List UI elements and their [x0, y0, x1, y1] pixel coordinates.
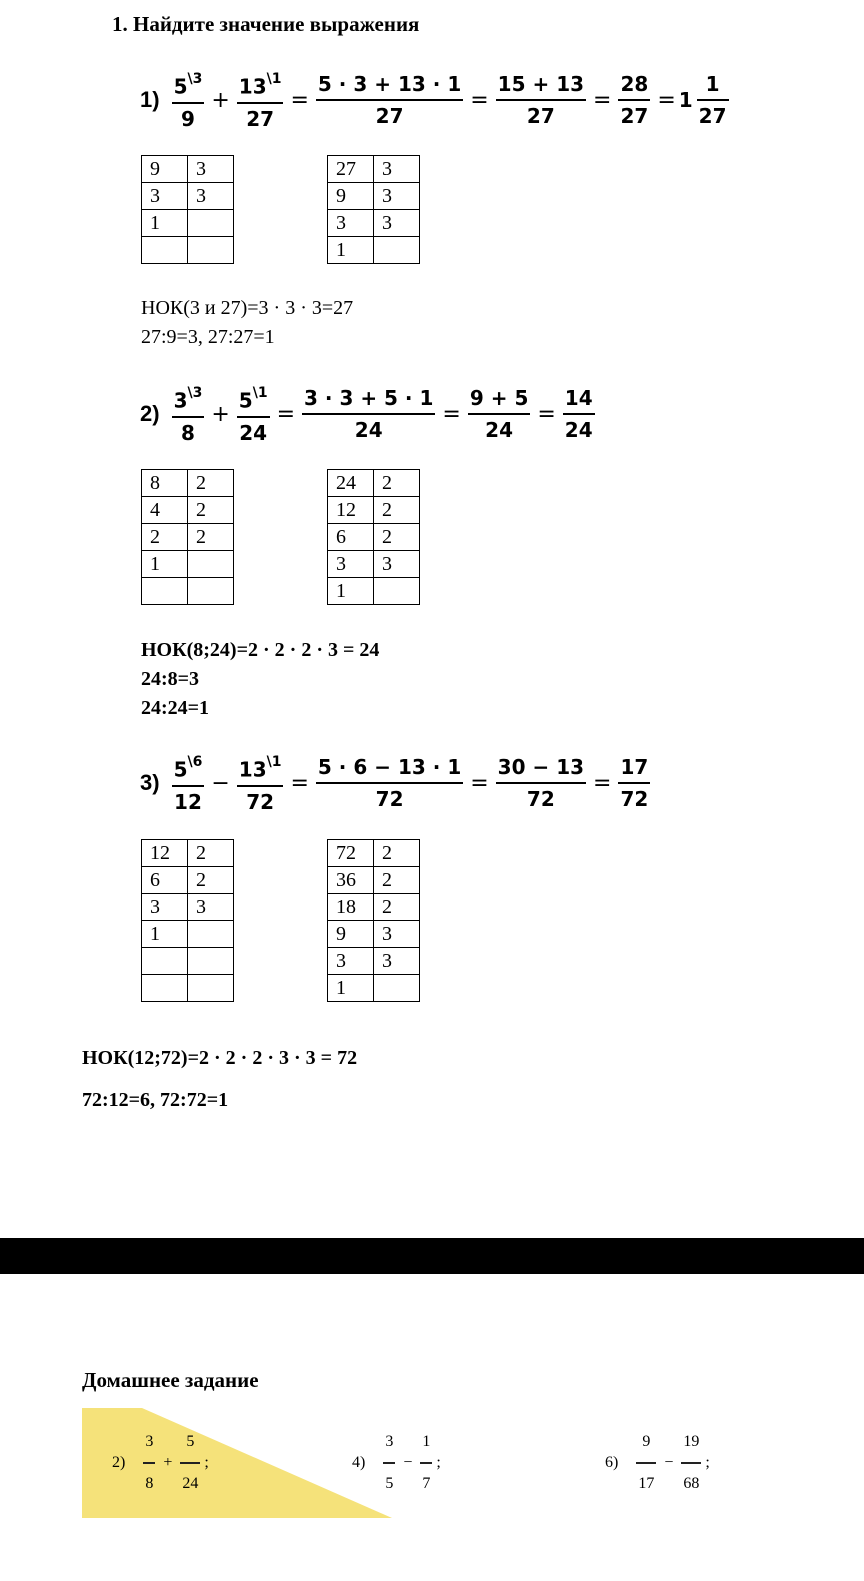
- table-cell: 2: [188, 497, 234, 524]
- lcm-note: НОК(12;72)=2 · 2 · 2 · 3 · 3 = 72: [82, 1047, 358, 1069]
- table-row: [142, 183, 234, 210]
- table-row: [142, 867, 234, 894]
- table-row: [328, 578, 420, 605]
- table-cell: 2: [374, 524, 420, 551]
- equals-sign: =: [470, 770, 489, 796]
- table-cell: 1: [142, 551, 188, 578]
- table-row: [328, 551, 420, 578]
- table-row: [328, 183, 420, 210]
- table-row: [142, 551, 234, 578]
- table-cell: 3: [188, 156, 234, 183]
- division-note: 27:9=3, 27:27=1: [141, 326, 275, 348]
- table-cell: [188, 237, 234, 264]
- equals-sign: =: [290, 87, 309, 113]
- table-cell: 2: [188, 840, 234, 867]
- fraction: $\frac{14}{24}$: [564, 386, 593, 443]
- expression-2: [140, 384, 599, 445]
- factor-table: [327, 155, 420, 264]
- table-row: [328, 237, 420, 264]
- table-cell: 3: [328, 948, 374, 975]
- table-cell: 24: [328, 470, 374, 497]
- table-cell: [188, 210, 234, 237]
- table-cell: 1: [142, 921, 188, 948]
- fraction: $\frac{5^{\backslash 6}}{12}$: [173, 754, 203, 814]
- homework-strip: [82, 1408, 862, 1518]
- fraction: $\frac{5^{\backslash 3}}{9}$: [173, 71, 203, 131]
- operator: −: [211, 770, 230, 796]
- fraction: $\frac{17}{72}$: [620, 755, 649, 812]
- lcm-note: НОК(8;24)=2 · 2 · 2 · 3 = 24: [141, 639, 380, 661]
- table-cell: 8: [142, 470, 188, 497]
- table-row: [142, 497, 234, 524]
- table-cell: [142, 948, 188, 975]
- lcm-note: НОК(3 и 27)=3 · 3 · 3=27: [141, 297, 354, 319]
- equals-sign: =: [593, 87, 612, 113]
- problem-label: 1): [140, 87, 160, 113]
- table-row: [142, 921, 234, 948]
- table-row: [328, 156, 420, 183]
- table-cell: 72: [328, 840, 374, 867]
- table-cell: [188, 948, 234, 975]
- table-cell: 27: [328, 156, 374, 183]
- division-note: 72:12=6, 72:72=1: [82, 1089, 229, 1111]
- table-cell: 36: [328, 867, 374, 894]
- table-cell: 2: [188, 470, 234, 497]
- fraction: $\frac{13^{\backslash 1}}{72}$: [238, 754, 282, 814]
- table-cell: 1: [142, 210, 188, 237]
- table-cell: 3: [328, 551, 374, 578]
- table-cell: 9: [328, 921, 374, 948]
- table-cell: 3: [188, 894, 234, 921]
- table-row: [142, 578, 234, 605]
- factor-table: [141, 469, 234, 605]
- table-cell: 3: [328, 210, 374, 237]
- table-row: [142, 524, 234, 551]
- mixed-number: 1 $\frac{1}{27}$: [678, 72, 727, 129]
- table-cell: 18: [328, 894, 374, 921]
- fraction: $\frac{3^{\backslash 3}}{8}$: [173, 385, 203, 445]
- table-cell: 6: [142, 867, 188, 894]
- table-cell: [374, 975, 420, 1002]
- homework-item: 6) $\frac{9}{17}$ − $\frac{19}{68}$ ;: [605, 1433, 710, 1492]
- table-cell: 2: [188, 524, 234, 551]
- equals-sign: =: [593, 770, 612, 796]
- table-row: [328, 470, 420, 497]
- division-note: 24:24=1: [141, 697, 210, 719]
- equals-sign: =: [442, 401, 461, 427]
- table-row: [142, 840, 234, 867]
- table-cell: 3: [374, 183, 420, 210]
- table-cell: [188, 578, 234, 605]
- table-cell: 2: [188, 867, 234, 894]
- table-cell: 3: [374, 551, 420, 578]
- table-cell: 1: [328, 237, 374, 264]
- table-cell: 2: [374, 840, 420, 867]
- table-row: [328, 867, 420, 894]
- factor-table: [327, 469, 420, 605]
- task-title: 1. Найдите значение выражения: [112, 12, 420, 36]
- table-cell: [374, 237, 420, 264]
- table-row: [328, 210, 420, 237]
- homework-item: 4) $\frac{3}{5}$ − $\frac{1}{7}$ ;: [352, 1433, 441, 1492]
- problem-label: 3): [140, 770, 160, 796]
- table-row: [142, 948, 234, 975]
- table-cell: [374, 578, 420, 605]
- table-cell: 2: [374, 497, 420, 524]
- expression-3: [140, 753, 654, 814]
- table-row: [328, 524, 420, 551]
- equals-sign: =: [470, 87, 489, 113]
- division-note: 24:8=3: [141, 668, 200, 690]
- table-cell: 3: [374, 921, 420, 948]
- table-cell: 3: [374, 948, 420, 975]
- factor-table: [327, 839, 420, 1002]
- equals-sign: =: [290, 770, 309, 796]
- table-cell: 9: [142, 156, 188, 183]
- table-cell: 2: [374, 894, 420, 921]
- table-row: [328, 894, 420, 921]
- table-cell: [142, 237, 188, 264]
- fraction: $\frac{5^{\backslash 1}}{24}$: [238, 385, 268, 445]
- fraction: $\frac{3 \cdot 3 + 5 \cdot 1}{24}$: [304, 386, 434, 443]
- equals-sign: =: [276, 401, 295, 427]
- factor-table: [141, 155, 234, 264]
- table-row: [328, 921, 420, 948]
- table-row: [142, 975, 234, 1002]
- table-cell: 1: [328, 975, 374, 1002]
- table-cell: 3: [142, 894, 188, 921]
- divider-band: [0, 1238, 864, 1274]
- fraction: $\frac{30 - 13}{72}$: [497, 755, 585, 812]
- table-cell: [188, 551, 234, 578]
- factor-table: [141, 839, 234, 1002]
- table-cell: 6: [328, 524, 374, 551]
- table-cell: 12: [142, 840, 188, 867]
- fraction: $\frac{15 + 13}{27}$: [497, 72, 585, 129]
- fraction: $\frac{5 \cdot 3 + 13 \cdot 1}{27}$: [317, 72, 462, 129]
- fraction: $\frac{28}{27}$: [620, 72, 649, 129]
- table-cell: 4: [142, 497, 188, 524]
- table-cell: 3: [374, 210, 420, 237]
- table-cell: [142, 975, 188, 1002]
- homework-title: Домашнее задание: [82, 1368, 259, 1392]
- table-cell: [142, 578, 188, 605]
- table-cell: 2: [374, 470, 420, 497]
- table-cell: 2: [374, 867, 420, 894]
- table-row: [142, 470, 234, 497]
- table-row: [142, 210, 234, 237]
- table-cell: [188, 921, 234, 948]
- operator: +: [211, 87, 230, 113]
- table-cell: 12: [328, 497, 374, 524]
- table-row: [328, 948, 420, 975]
- table-row: [142, 237, 234, 264]
- equals-sign: =: [657, 87, 676, 113]
- fraction: $\frac{5 \cdot 6 - 13 \cdot 1}{72}$: [317, 755, 462, 812]
- table-row: [328, 975, 420, 1002]
- problem-label: 2): [140, 401, 160, 427]
- table-cell: 9: [328, 183, 374, 210]
- table-cell: 1: [328, 578, 374, 605]
- table-row: [328, 497, 420, 524]
- table-cell: [188, 975, 234, 1002]
- fraction: $\frac{13^{\backslash 1}}{27}$: [238, 71, 282, 131]
- expression-1: [140, 70, 733, 131]
- equals-sign: =: [537, 401, 556, 427]
- operator: +: [211, 401, 230, 427]
- table-row: [142, 894, 234, 921]
- fraction: $\frac{9 + 5}{24}$: [469, 386, 529, 443]
- homework-item: 2) $\frac{3}{8}$ + $\frac{5}{24}$ ;: [112, 1433, 209, 1492]
- table-row: [142, 156, 234, 183]
- table-cell: 2: [142, 524, 188, 551]
- table-cell: 3: [142, 183, 188, 210]
- table-cell: 3: [374, 156, 420, 183]
- table-row: [328, 840, 420, 867]
- table-cell: 3: [188, 183, 234, 210]
